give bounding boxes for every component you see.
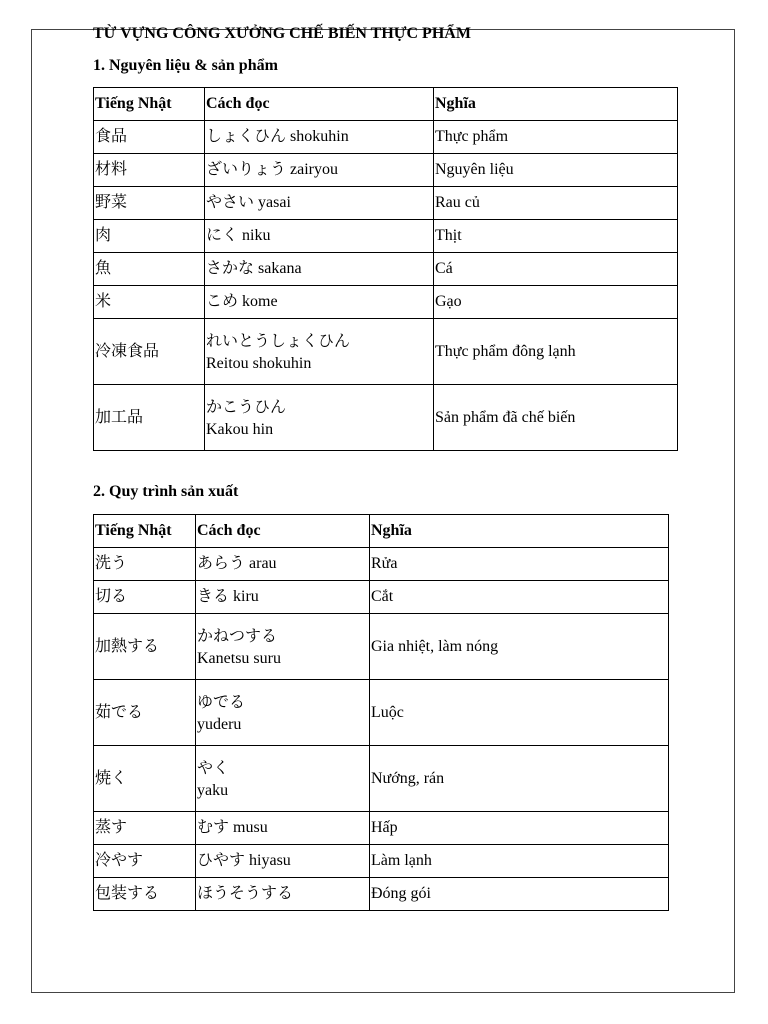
table-header-row [94, 515, 669, 548]
table-row [94, 187, 678, 220]
header-japanese: Tiếng Nhật [94, 88, 205, 121]
table-row [94, 548, 669, 581]
meaning-cell: Nguyên liệu [434, 154, 678, 187]
kana-reading: しょくひん [206, 128, 287, 145]
reading-cell [205, 385, 434, 451]
romaji-reading: musu [233, 819, 268, 836]
table-row [94, 614, 669, 680]
table-row [94, 845, 669, 878]
romaji-reading: Reitou shokuhin [206, 354, 312, 372]
reading-cell [205, 187, 434, 220]
meaning-cell: Nướng, rán [370, 746, 669, 812]
kana-reading: きる [197, 588, 230, 605]
section-2-heading: 2. Quy trình sản xuất [93, 483, 239, 500]
reading-cell [196, 878, 370, 911]
japanese-cell: 魚 [94, 253, 205, 286]
table-row [94, 812, 669, 845]
table-row [94, 319, 678, 385]
meaning-cell: Luộc [370, 680, 669, 746]
romaji-reading: yasai [258, 194, 291, 211]
reading-cell [205, 286, 434, 319]
romaji-reading: arau [249, 555, 277, 572]
japanese-cell: 肉 [94, 220, 205, 253]
table-row [94, 154, 678, 187]
japanese-cell: 包装する [94, 878, 196, 911]
kana-reading: にく [206, 227, 239, 244]
romaji-reading: kome [242, 293, 278, 310]
reading-cell [205, 121, 434, 154]
header-japanese: Tiếng Nhật [94, 515, 196, 548]
section-1-heading: 1. Nguyên liệu & sản phẩm [93, 57, 278, 74]
kana-reading: ゆでる [197, 693, 246, 711]
header-reading: Cách đọc [205, 88, 434, 121]
kana-reading: ひやす [197, 852, 246, 869]
kana-reading: かねつする [197, 627, 278, 645]
reading-cell [205, 253, 434, 286]
japanese-cell: 茹でる [94, 680, 196, 746]
kana-reading: れいとうしょくひん [206, 332, 351, 350]
reading-cell [196, 746, 370, 812]
meaning-cell: Đóng gói [370, 878, 669, 911]
japanese-cell: 米 [94, 286, 205, 319]
reading-cell [196, 680, 370, 746]
reading-cell [196, 581, 370, 614]
japanese-cell: 焼く [94, 746, 196, 812]
kana-reading: こめ [206, 293, 239, 310]
header-reading: Cách đọc [196, 515, 370, 548]
japanese-cell: 蒸す [94, 812, 196, 845]
romaji-reading: kiru [233, 588, 259, 605]
reading-cell [205, 154, 434, 187]
kana-reading: むす [197, 819, 230, 836]
ingredients-products-table [93, 87, 678, 451]
japanese-cell: 冷やす [94, 845, 196, 878]
romaji-reading: Kakou hin [206, 420, 274, 438]
romaji-reading: niku [242, 227, 271, 244]
reading-cell [196, 614, 370, 680]
kana-reading: やさい [206, 194, 255, 211]
meaning-cell: Rửa [370, 548, 669, 581]
kana-reading: ほうそうする [197, 885, 294, 902]
japanese-cell: 切る [94, 581, 196, 614]
japanese-cell: 加熱する [94, 614, 196, 680]
table-row [94, 746, 669, 812]
kana-reading: やく [197, 759, 230, 777]
meaning-cell: Hấp [370, 812, 669, 845]
reading-cell [196, 845, 370, 878]
reading-cell [196, 548, 370, 581]
meaning-cell: Rau củ [434, 187, 678, 220]
japanese-cell: 野菜 [94, 187, 205, 220]
japanese-cell: 食品 [94, 121, 205, 154]
meaning-cell: Cá [434, 253, 678, 286]
meaning-cell: Thực phẩm đông lạnh [434, 319, 678, 385]
kana-reading: あらう [197, 555, 246, 572]
meaning-cell: Thực phẩm [434, 121, 678, 154]
table-row [94, 581, 669, 614]
table-row [94, 385, 678, 451]
kana-reading: ざいりょう [206, 161, 287, 178]
table-row [94, 121, 678, 154]
meaning-cell: Cắt [370, 581, 669, 614]
reading-cell [196, 812, 370, 845]
table-row [94, 878, 669, 911]
kana-reading: かこうひん [206, 398, 287, 416]
table-header-row [94, 88, 678, 121]
header-meaning: Nghĩa [434, 88, 678, 121]
meaning-cell: Gia nhiệt, làm nóng [370, 614, 669, 680]
romaji-reading: yaku [197, 781, 229, 799]
table-row [94, 253, 678, 286]
romaji-reading: zairyou [290, 161, 338, 178]
kana-reading: さかな [206, 260, 255, 277]
romaji-reading: sakana [258, 260, 302, 277]
japanese-cell: 材料 [94, 154, 205, 187]
meaning-cell: Sản phẩm đã chế biến [434, 385, 678, 451]
meaning-cell: Thịt [434, 220, 678, 253]
romaji-reading: yuderu [197, 715, 242, 733]
japanese-cell: 冷凍食品 [94, 319, 205, 385]
header-meaning: Nghĩa [370, 515, 669, 548]
romaji-reading: Kanetsu suru [197, 649, 281, 667]
table-row [94, 680, 669, 746]
document-title: TỪ VỰNG CÔNG XƯỞNG CHẾ BIẾN THỰC PHẨM [93, 25, 471, 42]
reading-cell [205, 319, 434, 385]
meaning-cell: Làm lạnh [370, 845, 669, 878]
meaning-cell: Gạo [434, 286, 678, 319]
table-row [94, 220, 678, 253]
reading-cell [205, 220, 434, 253]
table-row [94, 286, 678, 319]
japanese-cell: 洗う [94, 548, 196, 581]
japanese-cell: 加工品 [94, 385, 205, 451]
romaji-reading: shokuhin [290, 128, 349, 145]
romaji-reading: hiyasu [249, 852, 291, 869]
production-process-table [93, 514, 669, 911]
